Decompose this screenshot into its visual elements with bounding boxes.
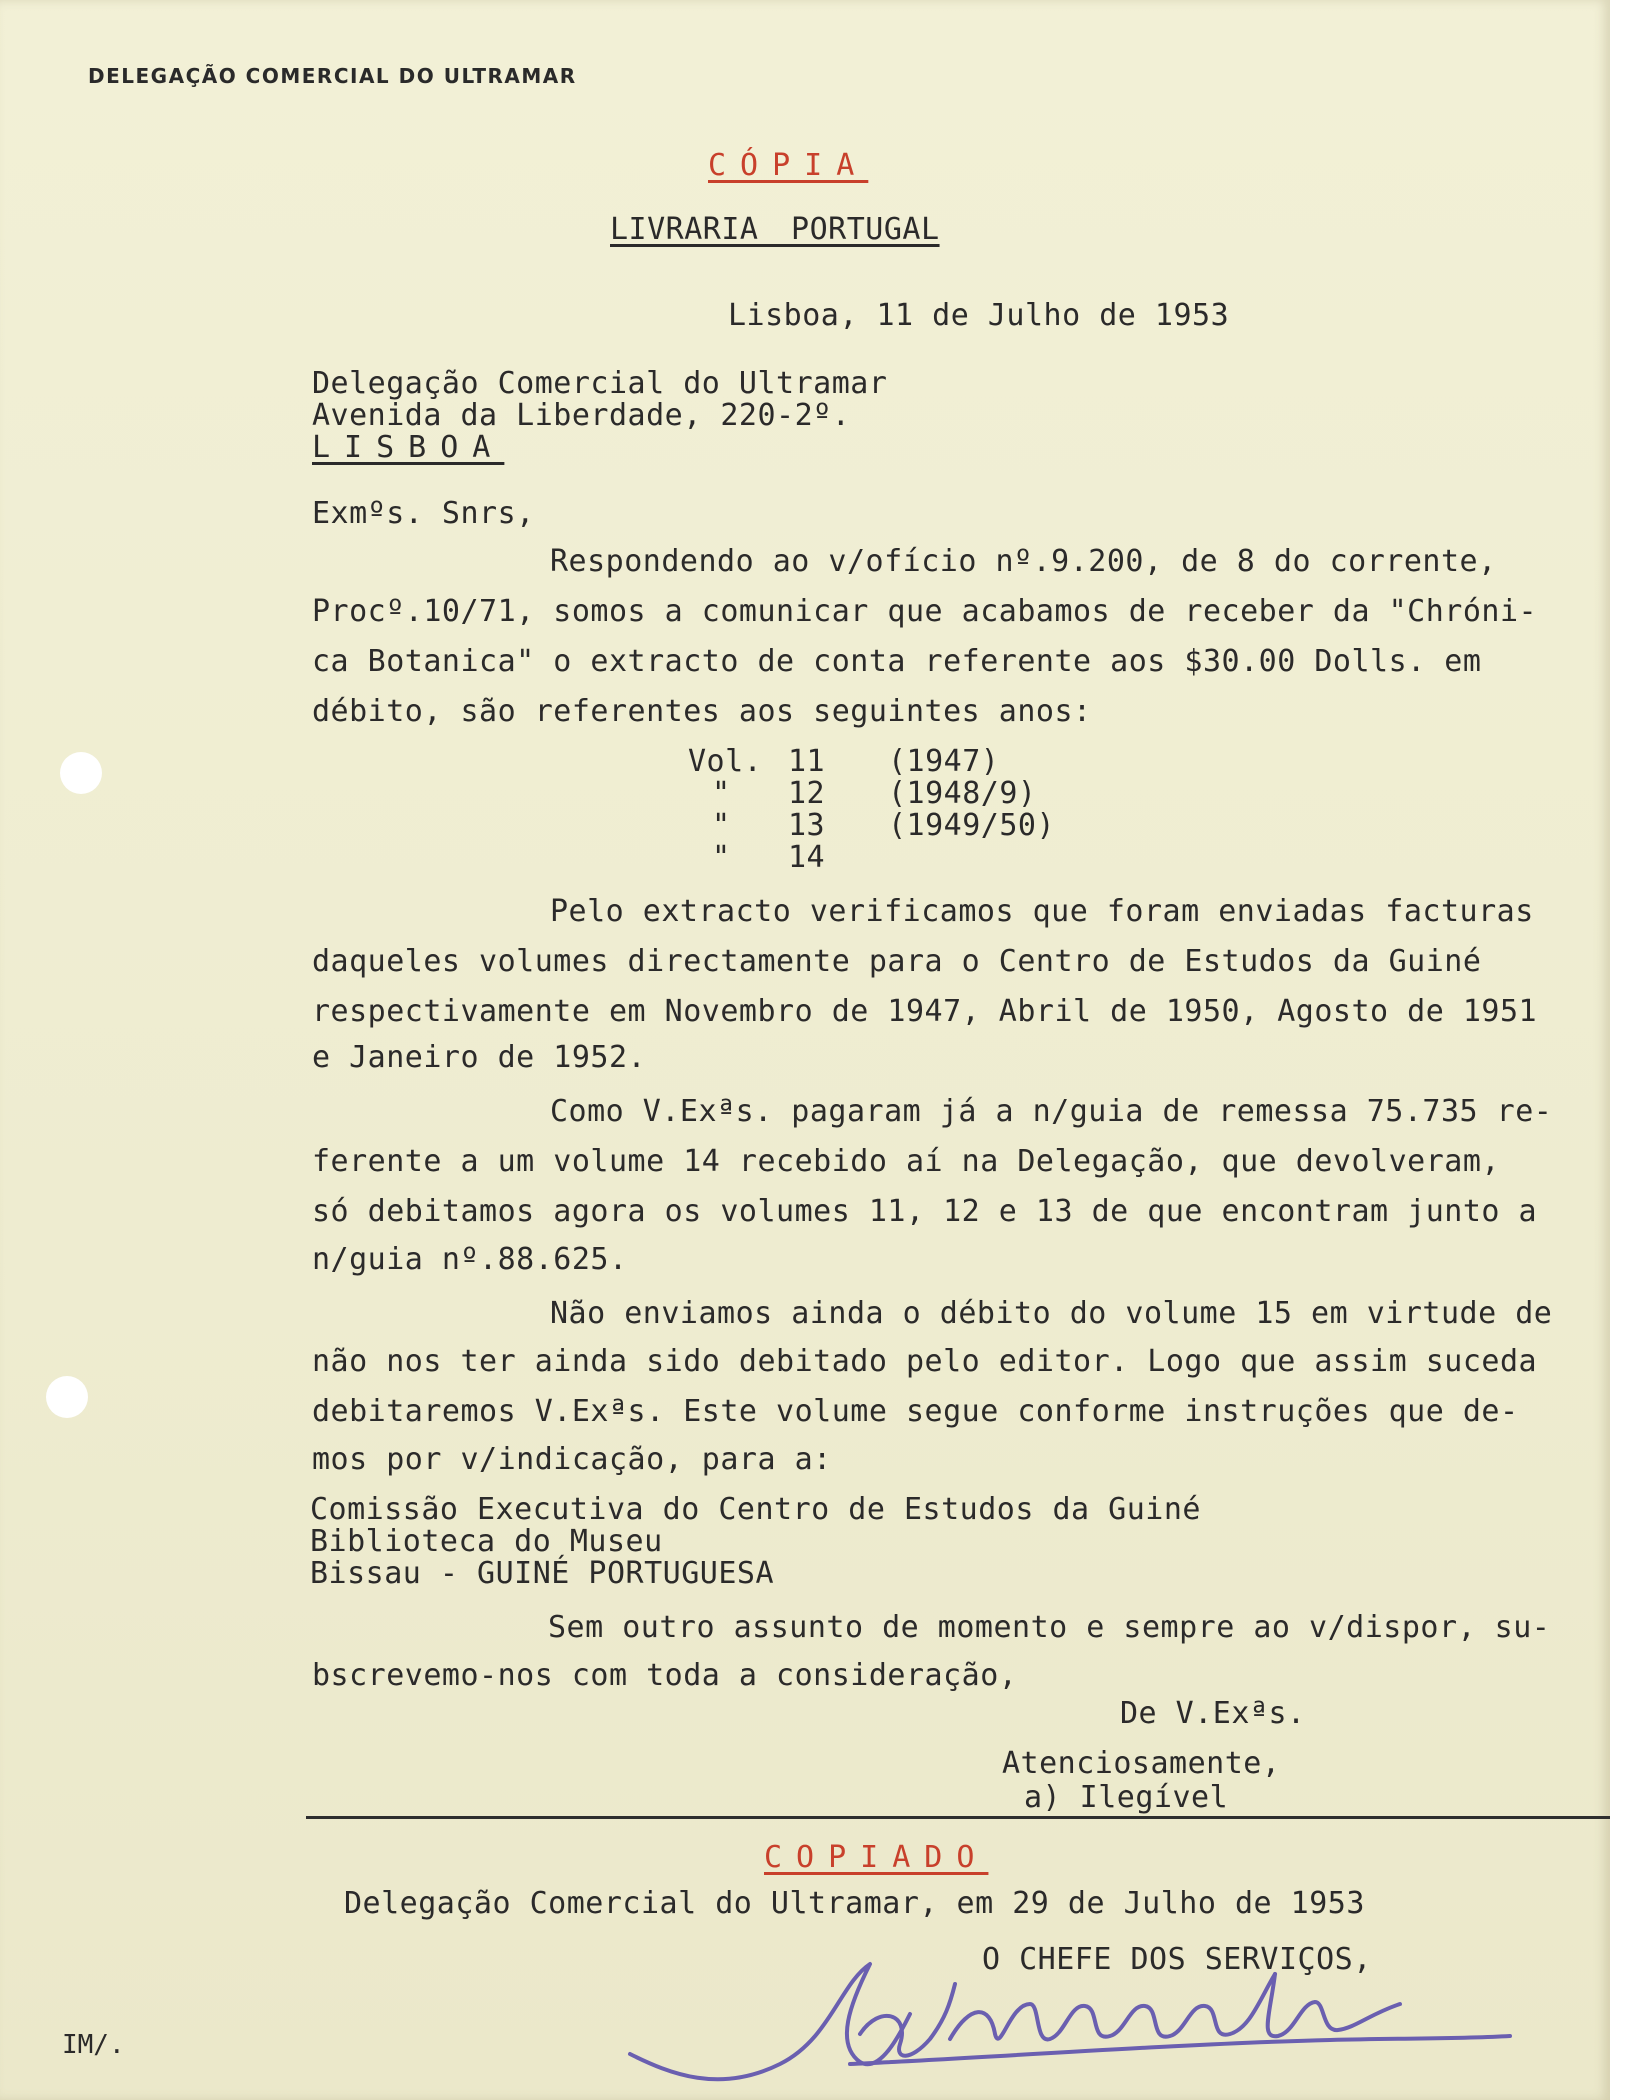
salutation: Exmºs. Snrs, — [312, 496, 535, 531]
volume-prefix: Vol. — [688, 744, 763, 779]
paragraph3-line4: n/guia nº.88.625. — [312, 1242, 628, 1277]
paragraph1-line1: Respondendo ao v/ofício nº.9.200, de 8 do corrente, — [550, 544, 1497, 579]
paragraph2-line1: Pelo extracto verificamos que foram enviadas facturas — [550, 894, 1534, 929]
volume-number: 11 — [788, 744, 826, 779]
paragraph2-line4: e Janeiro de 1952. — [312, 1040, 647, 1075]
punch-hole-bottom — [46, 1376, 88, 1418]
recipient-line2: Biblioteca do Museu — [310, 1524, 663, 1559]
letterhead: DELEGAÇÃO COMERCIAL DO ULTRAMAR — [88, 64, 577, 88]
paragraph4-line4: mos por v/indicação, para a: — [312, 1442, 832, 1477]
paragraph2-line2: daqueles volumes directamente para o Centro de Estudos da Guiné — [312, 944, 1482, 979]
volume-prefix: " — [712, 840, 731, 875]
paragraph3-line3: só debitamos agora os volumes 11, 12 e 13 de que encontram junto a — [312, 1194, 1538, 1229]
separator-rule — [306, 1816, 1610, 1819]
signoff-line3: a) Ilegível — [1024, 1780, 1229, 1815]
paragraph4-line3: debitaremos V.Exªs. Este volume segue conforme instruções que de- — [312, 1394, 1519, 1429]
paragraph4-line2: não nos ter ainda sido debitado pelo editor. Logo que assim suceda — [312, 1344, 1538, 1379]
paragraph4-line1: Não enviamos ainda o débito do volume 15 em virtude de — [550, 1296, 1553, 1331]
paragraph1-line4: débito, são referentes aos seguintes anos: — [312, 694, 1092, 729]
volume-number: 14 — [788, 840, 826, 875]
copied-stamp: COPIADO — [764, 1840, 989, 1875]
closing-line1: Sem outro assunto de momento e sempre ao v/dispor, su- — [548, 1610, 1551, 1645]
address-city: LISBOA — [312, 430, 505, 465]
paragraph1-line3: ca Botanica" o extracto de conta referente aos $30.00 Dolls. em — [312, 644, 1482, 679]
copy-title: CÓPIA — [708, 148, 869, 183]
handwritten-signature — [610, 1944, 1570, 2094]
address-line-1: Delegação Comercial do Ultramar — [312, 366, 888, 401]
signoff-line2: Atenciosamente, — [1002, 1746, 1281, 1781]
closing-line2: bscrevemo-nos com toda a consideração, — [312, 1658, 1018, 1693]
address-line-2: Avenida da Liberdade, 220-2º. — [312, 398, 851, 433]
chief-title: O CHEFE DOS SERVIÇOS, — [982, 1942, 1372, 1977]
volume-number: 13 — [788, 808, 826, 843]
volume-year: (1947) — [888, 744, 1000, 779]
copied-line: Delegação Comercial do Ultramar, em 29 de Julho de 1953 — [344, 1886, 1365, 1921]
paragraph3-line2: ferente a um volume 14 recebido aí na Delegação, que devolveram, — [312, 1144, 1500, 1179]
volume-number: 12 — [788, 776, 826, 811]
paragraph1-line2: Procº.10/71, somos a comunicar que acabamos de receber da "Chróni- — [312, 594, 1538, 629]
paragraph3-line1: Como V.Exªs. pagaram já a n/guia de remessa 75.735 re- — [550, 1094, 1553, 1129]
company-name: LIVRARIA PORTUGAL — [610, 212, 940, 247]
volume-prefix: " — [712, 808, 731, 843]
volume-year: (1949/50) — [888, 808, 1056, 843]
punch-hole-top — [60, 752, 102, 794]
volume-year: (1948/9) — [888, 776, 1037, 811]
paragraph2-line3: respectivamente em Novembro de 1947, Abril de 1950, Agosto de 1951 — [312, 994, 1538, 1029]
page-edge — [1610, 0, 1643, 2100]
volume-prefix: " — [712, 776, 731, 811]
signoff-line1: De V.Exªs. — [1120, 1696, 1306, 1731]
recipient-line3: Bissau - GUINÉ PORTUGUESA — [310, 1556, 775, 1591]
date-line: Lisboa, 11 de Julho de 1953 — [728, 298, 1230, 333]
recipient-line1: Comissão Executiva do Centro de Estudos da Guiné — [310, 1492, 1201, 1527]
typist-initials: IM/. — [62, 2030, 125, 2060]
